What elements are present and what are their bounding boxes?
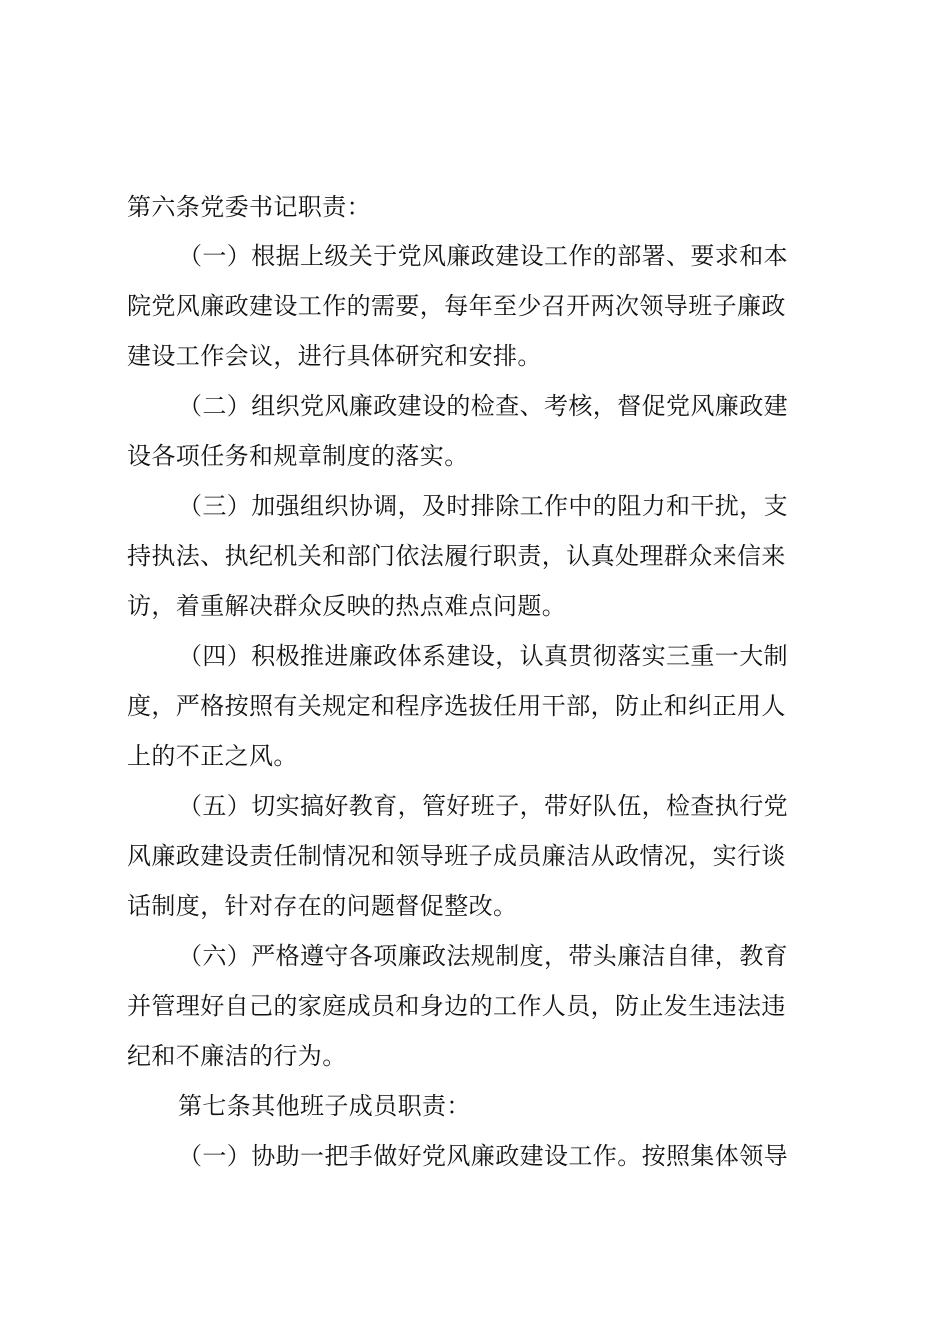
text-line: 设各项任务和规章制度的落实。 bbox=[127, 442, 469, 470]
text-line: （一）协助一把手做好党风廉政建设工作。按照集体领导 bbox=[178, 1142, 788, 1170]
text-line: 纪和不廉洁的行为。 bbox=[127, 1042, 347, 1070]
text-line: （三）加强组织协调，及时排除工作中的阻力和干扰，支 bbox=[178, 492, 788, 520]
text-line: 并管理好自己的家庭成员和身边的工作人员，防止发生违法违 bbox=[127, 992, 786, 1020]
text-line: 度，严格按照有关规定和程序选拔任用干部，防止和纠正用人 bbox=[127, 692, 786, 720]
text-line: 建设工作会议，进行具体研究和安排。 bbox=[127, 342, 542, 370]
text-line: 话制度，针对存在的问题督促整改。 bbox=[127, 892, 518, 920]
text-line: 风廉政建设责任制情况和领导班子成员廉洁从政情况，实行谈 bbox=[127, 842, 786, 870]
text-line: 上的不正之风。 bbox=[127, 742, 298, 770]
text-line: （六）严格遵守各项廉政法规制度，带头廉洁自律，教育 bbox=[178, 942, 788, 970]
text-line: （一）根据上级关于党风廉政建设工作的部署、要求和本 bbox=[178, 242, 788, 270]
text-line: （五）切实搞好教育，管好班子，带好队伍，检查执行党 bbox=[178, 792, 788, 820]
article-7-heading: 第七条其他班子成员职责： bbox=[178, 1092, 471, 1120]
text-line: 访，着重解决群众反映的热点难点问题。 bbox=[127, 592, 567, 620]
text-line: （四）积极推进廉政体系建设，认真贯彻落实三重一大制 bbox=[178, 642, 788, 670]
text-line: 院党风廉政建设工作的需要，每年至少召开两次领导班子廉政 bbox=[127, 292, 786, 320]
text-line: 持执法、执纪机关和部门依法履行职责，认真处理群众来信来 bbox=[127, 542, 786, 570]
text-line: （二）组织党风廉政建设的检查、考核，督促党风廉政建 bbox=[178, 392, 788, 420]
article-6-heading: 第六条党委书记职责： bbox=[127, 193, 371, 221]
